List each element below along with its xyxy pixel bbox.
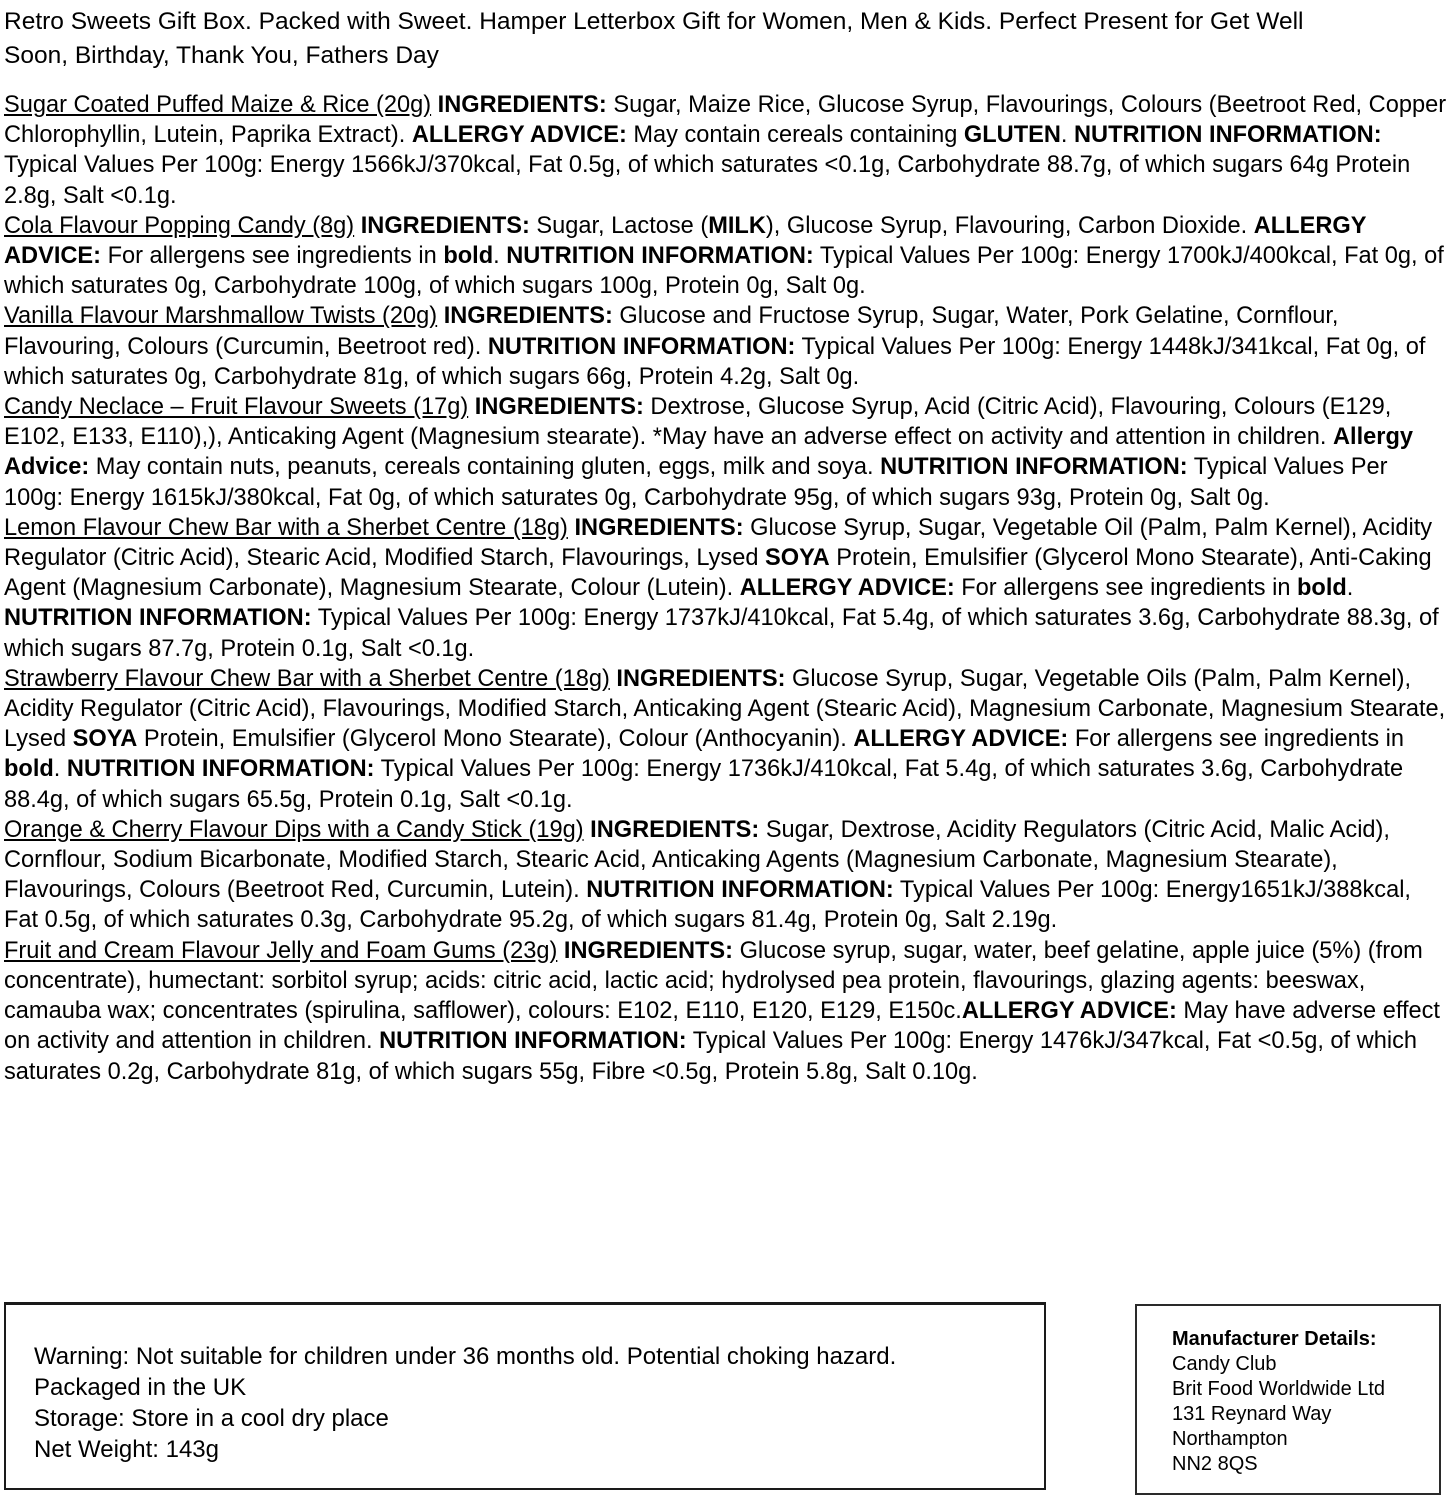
section-text-run: NUTRITION INFORMATION:: [4, 605, 312, 632]
section-sugar-coated-puffed-maize-and-rice: [4, 90, 1448, 211]
packaged-line: Packaged in the UK: [34, 1374, 247, 1401]
section-text-run: ), Glucose Syrup, Flavouring, Carbon Dioxide.: [765, 212, 1254, 239]
section-text-run: INGREDIENTS:: [616, 665, 786, 692]
section-text-run: Dextrose, Glucose Syrup, Acid (Citric Acid), Flavouring, Colours (E129, E102, E133, E110),), Anticaking Agent (Magnesium stearate). *May have an adverse effect on activity and attention in children.: [4, 394, 1392, 451]
warning-line: Warning: Not suitable for children under 36 months old. Potential choking hazard.: [34, 1343, 897, 1370]
section-text-run: INGREDIENTS:: [437, 92, 607, 118]
section-text-run: May contain nuts, peanuts, cereals containing gluten, eggs, milk and soya.: [89, 454, 881, 481]
storage-line: Storage: Store in a cool dry place: [34, 1405, 389, 1432]
section-text-run: bold: [443, 243, 494, 270]
section-text-run: Protein, Emulsifier (Glycerol Mono Stearate), Colour (Anthocyanin).: [137, 726, 854, 753]
section-heading: Lemon Flavour Chew Bar with a Sherbet Centre (18g): [4, 514, 568, 541]
manufacturer-company: Brit Food Worldwide Ltd: [1172, 1378, 1386, 1400]
section-heading: Fruit and Cream Flavour Jelly and Foam Gums (23g): [4, 937, 558, 964]
section-strawberry-flavour-chew-bar: [4, 664, 1448, 815]
section-text-run: INGREDIENTS:: [474, 394, 644, 421]
manufacturer-postcode: NN2 8QS: [1172, 1453, 1258, 1475]
section-text-run: For allergens see ingredients in: [1068, 726, 1405, 753]
section-text-run: .: [53, 756, 67, 783]
section-text-run: For allergens see ingredients in: [101, 243, 444, 270]
section-orange-cherry-flavour-dips: [4, 815, 1448, 936]
section-text-run: NUTRITION INFORMATION:: [66, 756, 375, 783]
section-text-run: ALLERGY ADVICE:: [961, 998, 1177, 1025]
section-cola-flavour-popping-candy: [4, 211, 1448, 302]
section-text-run: May have adverse effect on activity and attention in children.: [4, 998, 1440, 1055]
section-text-run: Typical Values Per 100g: Energy 1615kJ/380kcal, Fat 0g, of which saturates 0g, Carbohydrate 95g, of which sugars 93g, Protein 0g, Salt 0g.: [4, 454, 1388, 511]
product-title-line-2: Soon, Birthday, Thank You, Fathers Day: [4, 42, 439, 69]
section-text-run: May contain cereals containing: [626, 122, 964, 149]
section-text-run: Glucose syrup, sugar, water, beef gelatine, apple juice (5%) (from concentrate), humectant: sorbitol syrup; acids: citric acid, lactic acid; hydrolysed pea protein, flavourings, glazing agents: beeswax, camauba wax; concentrates (spirulina, safflower), colours: E102, E110, E120, E129, E150c.: [4, 937, 1423, 1025]
section-text-run: NUTRITION INFORMATION:: [586, 877, 894, 904]
section-lemon-flavour-chew-bar: [4, 513, 1448, 664]
section-text-run: NUTRITION INFORMATION:: [506, 243, 814, 270]
section-text-run: Typical Values Per 100g: Energy1651kJ/388kcal, Fat 0.5g, of which saturates 0.3g, Carbohydrate 95.2g, of which sugars 81.4g, Protein 0g, Salt 2.19g.: [4, 877, 1411, 934]
section-heading: Strawberry Flavour Chew Bar with a Sherbet Centre (18g): [4, 665, 610, 692]
manufacturer-title: Manufacturer Details:: [1172, 1328, 1377, 1350]
section-text-run: Typical Values Per 100g: Energy 1700kJ/400kcal, Fat 0g, of which saturates 0g, Carbohydrate 100g, of which sugars 100g, Protein 0g, Salt 0g.: [4, 243, 1444, 300]
section-text-run: SOYA: [765, 545, 830, 572]
section-heading: Orange & Cherry Flavour Dips with a Candy Stick (19g): [4, 816, 584, 843]
manufacturer-city: Northampton: [1172, 1428, 1288, 1450]
section-text-run: Sugar, Lactose (: [529, 212, 709, 239]
product-title: [4, 5, 1449, 73]
manufacturer-street: 131 Reynard Way: [1172, 1403, 1332, 1425]
section-text-run: Typical Values Per 100g: Energy 1476kJ/347kcal, Fat <0.5g, of which saturates 0.2g, Carbohydrate 81g, of which sugars 55g, Fibre <0.5g, Protein 5.8g, Salt 0.10g.: [4, 1028, 1417, 1085]
warning-box: [4, 1302, 1046, 1490]
section-text-run: ALLERGY ADVICE:: [739, 575, 955, 602]
section-text-run: bold: [4, 756, 54, 783]
section-text-run: Allergy Advice:: [4, 424, 1414, 481]
section-text-run: INGREDIENTS:: [443, 303, 613, 330]
section-text-run: Typical Values Per 100g: Energy 1566kJ/370kcal, Fat 0.5g, of which saturates <0.1g, Carbohydrate 88.7g, of which sugars 64g Protein 2.8g, Salt <0.1g.: [4, 152, 1411, 209]
section-text-run: INGREDIENTS:: [563, 937, 734, 964]
section-text-run: .: [1060, 122, 1075, 149]
section-text-run: NUTRITION INFORMATION:: [880, 454, 1188, 481]
section-text-run: MILK: [708, 212, 766, 239]
section-text-run: Glucose Syrup, Sugar, Vegetable Oil (Palm, Palm Kernel), Acidity Regulator (Citric Acid), Stearic Acid, Modified Starch, Flavourings, Lysed: [4, 514, 1433, 572]
section-heading: Cola Flavour Popping Candy (8g): [4, 212, 355, 239]
section-text-run: INGREDIENTS:: [574, 514, 744, 541]
section-text-run: INGREDIENTS:: [360, 212, 530, 239]
section-text-run: NUTRITION INFORMATION:: [1074, 122, 1382, 149]
section-heading: Vanilla Flavour Marshmallow Twists (20g): [4, 303, 438, 330]
section-text-run: ALLERGY ADVICE:: [4, 212, 1367, 270]
section-text-run: Typical Values Per 100g: Energy 1736kJ/410kcal, Fat 5.4g, of which saturates 3.6g, Carbohydrate 88.4g, of which sugars 65.5g, Protein 0.1g, Salt <0.1g.: [4, 756, 1404, 813]
section-text-run: SOYA: [72, 726, 138, 753]
section-text-run: Sugar, Maize Rice, Glucose Syrup, Flavourings, Colours (Beetroot Red, Copper Chlorophyllin, Lutein, Paprika Extract).: [4, 92, 1447, 149]
section-text-run: NUTRITION INFORMATION:: [487, 333, 796, 360]
manufacturer-box: [1135, 1304, 1441, 1495]
section-text-run: Typical Values Per 100g: Energy 1448kJ/341kcal, Fat 0g, of which saturates 0g, Carbohydrate 81g, of which sugars 66g, Protein 4.2g, Salt 0g.: [4, 333, 1426, 390]
product-title-line-1: Retro Sweets Gift Box. Packed with Sweet. Hamper Letterbox Gift for Women, Men & Kids. Perfect Present for Get Well: [4, 8, 1304, 35]
section-text-run: Protein, Emulsifier (Glycerol Mono Stearate), Anti-Caking Agent (Magnesium Carbonate), Magnesium Stearate, Colour (Lutein).: [4, 545, 1432, 602]
section-heading: Candy Neclace – Fruit Flavour Sweets (17g): [4, 394, 469, 421]
ingredients-sections: [4, 90, 1448, 1087]
net-weight-line: Net Weight: 143g: [34, 1436, 220, 1463]
section-heading: Sugar Coated Puffed Maize & Rice (20g): [4, 92, 432, 118]
section-candy-neclace-fruit-flavour-sweets: [4, 392, 1448, 513]
section-text-run: NUTRITION INFORMATION:: [379, 1028, 687, 1055]
section-text-run: Typical Values Per 100g: Energy 1737kJ/410kcal, Fat 5.4g, of which saturates 3.6g, Carbohydrate 88.3g, of which sugars 87.7g, Protein 0.1g, Salt <0.1g.: [4, 605, 1439, 662]
section-fruit-and-cream-jelly-foam-gums: [4, 936, 1448, 1087]
section-text-run: GLUTEN: [963, 122, 1061, 149]
section-vanilla-flavour-marshmallow-twists: [4, 301, 1448, 392]
section-text-run: Glucose and Fructose Syrup, Sugar, Water, Pork Gelatine, Cornflour, Flavouring, Colours (Curcumin, Beetroot red).: [4, 303, 1339, 360]
section-text-run: .: [493, 243, 507, 270]
section-text-run: .: [1346, 575, 1354, 602]
section-text-run: Sugar, Dextrose, Acidity Regulators (Citric Acid, Malic Acid), Cornflour, Sodium Bicarbonate, Modified Starch, Stearic Acid, Anticaking Agents (Magnesium Carbonate, Magnesium Stearate), Flavourings, Colours (Beetroot Red, Curcumin, Lutein).: [4, 816, 1390, 904]
section-text-run: INGREDIENTS:: [590, 816, 760, 843]
section-text-run: For allergens see ingredients in: [954, 575, 1297, 602]
section-text-run: ALLERGY ADVICE:: [411, 122, 627, 149]
section-text-run: ALLERGY ADVICE:: [853, 726, 1069, 753]
manufacturer-name: Candy Club: [1172, 1353, 1277, 1375]
section-text-run: Glucose Syrup, Sugar, Vegetable Oils (Palm, Palm Kernel), Acidity Regulator (Citric Acid), Flavourings, Modified Starch, Anticaking Agent (Stearic Acid), Magnesium Carbonate, Magnesium Stearate, Lysed: [4, 665, 1446, 753]
section-text-run: bold: [1297, 575, 1347, 602]
